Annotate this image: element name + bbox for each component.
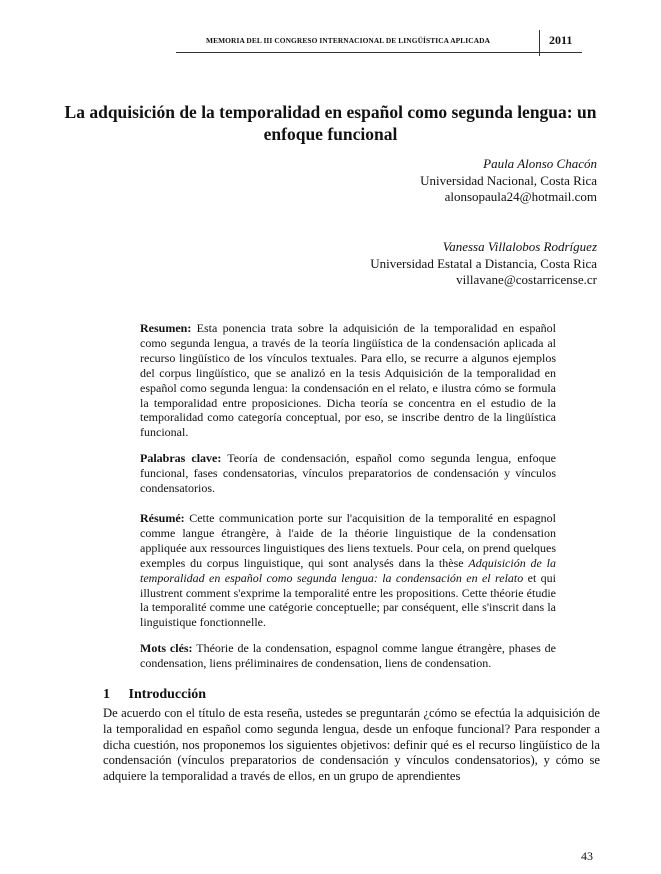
author-1-email: alonsopaula24@hotmail.com (444, 189, 597, 204)
author-1-affiliation: Universidad Nacional, Costa Rica (420, 172, 597, 188)
abstract-es (140, 321, 556, 440)
author-2-affiliation: Universidad Estatal a Distancia, Costa Rica (370, 255, 597, 271)
author-2-name: Vanessa Villalobos Rodríguez (442, 239, 597, 254)
abstract-fr-thesis-title: Adquisición de la temporalidad en español como segunda lengua: la condensación en el relato (140, 555, 556, 585)
abstract-fr (140, 511, 556, 630)
keywords-es-text: Teoría de condensación, español como segunda lengua, enfoque funcional, fases condensatorias, vínculos preparatorios de condensación y vínculos condensatorios. (140, 451, 556, 495)
section-heading (103, 687, 206, 703)
keywords-fr (140, 641, 556, 671)
abstract-fr-text-2: et qui illustrent comment s'exprime la temporalité entre les propositions. Cette théorie étudie la temporalité comme une catégorie conceptuelle; par conséquent, elle s'inscrit dans la linguistique fonctionnelle. (140, 570, 556, 630)
section-number: 1 (103, 687, 110, 702)
abstract-es-text: Esta ponencia trata sobre la adquisición de la temporalidad en español como segunda lengua, a través de la teoría lingüística de la condensación aplicada al recurso lingüístico de los vínculos textuales. Para ello, se recurre a algunos ejemplos del corpus lingüístico, que se analizó en la tesis Adquisición de la temporalidad en español como segunda lengua: la condensación en el relato, e ilustra cómo se formula la temporalidad entre proposiciones. Dicha teoría se concentra en el estudio de la temporalidad como categoría conceptual, por eso, se inscribe dentro de la lingüística funcional. (140, 321, 557, 440)
abstract-fr-label: Résumé: (140, 511, 185, 525)
author-2-email: villavane@costarricense.cr (456, 272, 597, 287)
introduction-paragraph: De acuerdo con el título de esta reseña, ustedes se preguntarán ¿cómo se efectúa la adquisición de la temporalidad en español como segunda lengua, desde un enfoque funcional? Para responder a dicha cuestión, nos proponemos los siguientes objetivos: definir qué es el recurso lingüístico de la condensación (vínculos preparatorios de condensación y vínculos condensatorios), y cómo se adquiere la temporalidad a través de ellos, en un grupo de aprendientes (103, 706, 600, 784)
abstract-es-label: Resumen: (140, 321, 192, 335)
author-1-name: Paula Alonso Chacón (483, 156, 597, 171)
keywords-fr-text: Théorie de la condensation, espagnol comme langue étrangère, phases de condensation, liens préliminaires de condensation, liens de condensation. (140, 641, 556, 670)
header-year: 2011 (549, 33, 573, 47)
section-title: Introducción (128, 687, 207, 702)
journal-name: MEMORIA DEL III CONGRESO INTERNACIONAL DE LINGÜÍSTICA APLICADA (206, 36, 491, 45)
author-1 (420, 156, 597, 206)
abstract-fr-text-1: Cette communication porte sur l'acquisition de la temporalité en espagnol comme langue étrangère, à l'aide de la théorie linguistique de la condensation appliquée aux ressources linguistiques des liens textuels. Pour cela, on prend quelques exemples du corpus linguistique, qui sont analysés dans la thèse (140, 511, 557, 570)
keywords-es (140, 451, 556, 496)
keywords-es-label: Palabras clave: (140, 451, 222, 465)
header-vertical-rule (539, 30, 540, 56)
keywords-fr-label: Mots clés: (140, 641, 193, 655)
author-2 (370, 239, 597, 289)
paper-title: La adquisición de la temporalidad en español como segunda lengua: un enfoque funcional (64, 102, 597, 144)
page-number: 43 (581, 849, 593, 863)
header-rule (176, 52, 582, 53)
